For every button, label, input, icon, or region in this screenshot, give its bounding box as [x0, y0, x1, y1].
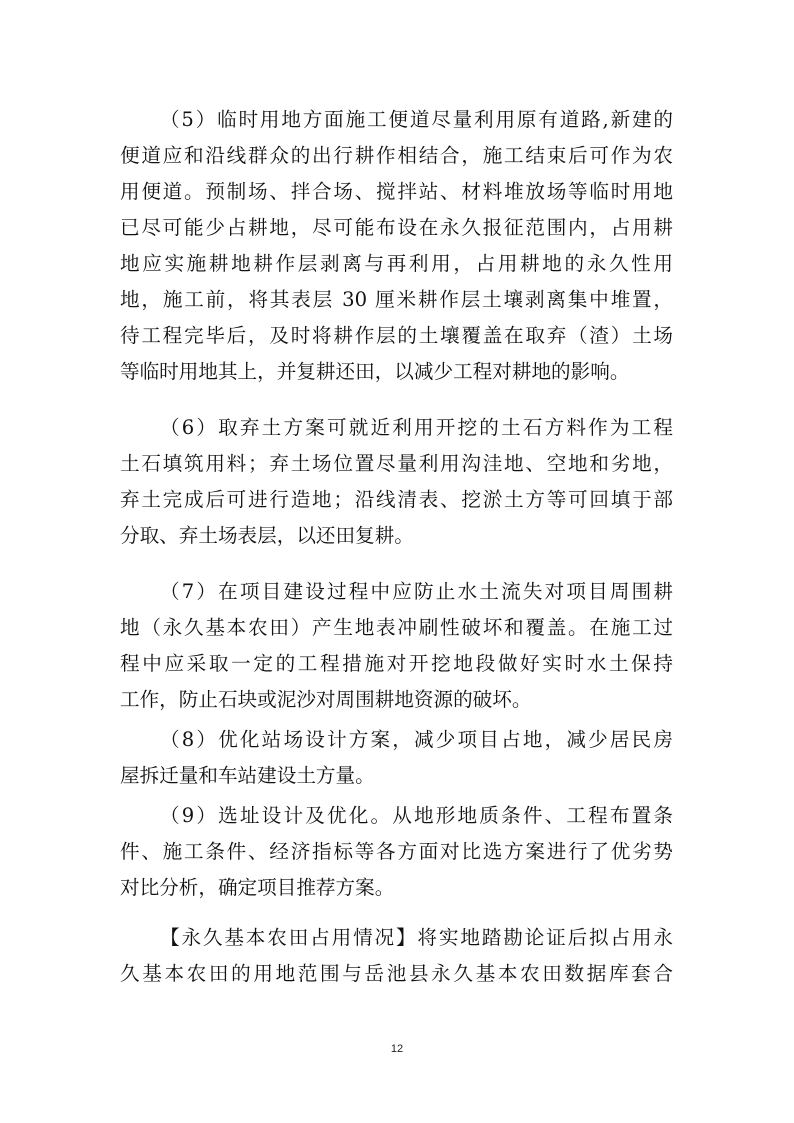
paragraph-5-line-1: （5）临时用地方面施工便道尽量利用原有道路,新建的	[160, 108, 673, 131]
paragraph-5-line-4: 已尽可能少占耕地，尽可能布设在永久报征范围内，占用耕	[120, 216, 673, 239]
occupancy-paragraph-line-2: 久基本农田的用地范围与岳池县永久基本农田数据库套合	[120, 962, 673, 985]
paragraph-6-line-2: 土石填筑用料；弃土场位置尽量利用沟洼地、空地和劣地，	[120, 452, 673, 475]
paragraph-9-line-2: 件、施工条件、经济指标等各方面对比选方案进行了优劣势	[120, 840, 673, 863]
paragraph-9-line-1: （9）选址设计及优化。从地形地质条件、工程布置条	[160, 804, 673, 827]
paragraph-6-line-4: 分取、弃土场表层，以还田复耕。	[120, 524, 414, 547]
paragraph-5-line-7: 待工程完毕后，及时将耕作层的土壤覆盖在取弃（渣）土场	[120, 324, 673, 347]
occupancy-paragraph-line-1: 【永久基本农田占用情况】将实地踏勘论证后拟占用永	[160, 926, 673, 949]
paragraph-7-line-1: （7）在项目建设过程中应防止水土流失对项目周围耕	[160, 580, 673, 603]
paragraph-8-line-2: 屋拆迁量和车站建设土方量。	[120, 764, 375, 787]
paragraph-7-line-3: 程中应采取一定的工程措施对开挖地段做好实时水土保持	[120, 652, 673, 675]
paragraph-5-line-3: 用便道。预制场、拌合场、搅拌站、材料堆放场等临时用地	[120, 180, 673, 203]
paragraph-6-line-1: （6）取弃土方案可就近利用开挖的土石方料作为工程	[160, 416, 673, 439]
paragraph-5-line-8: 等临时用地其上，并复耕还田，以减少工程对耕地的影响。	[120, 360, 630, 383]
paragraph-5-line-2: 便道应和沿线群众的出行耕作相结合，施工结束后可作为农	[120, 144, 673, 167]
paragraph-5-line-6: 地，施工前，将其表层 30 厘米耕作层土壤剥离集中堆置，	[120, 288, 673, 311]
paragraph-7-line-4: 工作，防止石块或泥沙对周围耕地资源的破坏。	[120, 688, 532, 711]
page-number: 12	[390, 1043, 404, 1055]
paragraph-5-line-5: 地应实施耕地耕作层剥离与再利用，占用耕地的永久性用	[120, 252, 673, 275]
paragraph-9-line-3: 对比分析，确定项目推荐方案。	[120, 876, 395, 899]
paragraph-6-line-3: 弃土完成后可进行造地；沿线清表、挖淤土方等可回填于部	[120, 488, 673, 511]
paragraph-8-line-1: （8）优化站场设计方案，减少项目占地，减少居民房	[160, 728, 673, 751]
paragraph-7-line-2: 地（永久基本农田）产生地表冲刷性破坏和覆盖。在施工过	[120, 616, 673, 639]
